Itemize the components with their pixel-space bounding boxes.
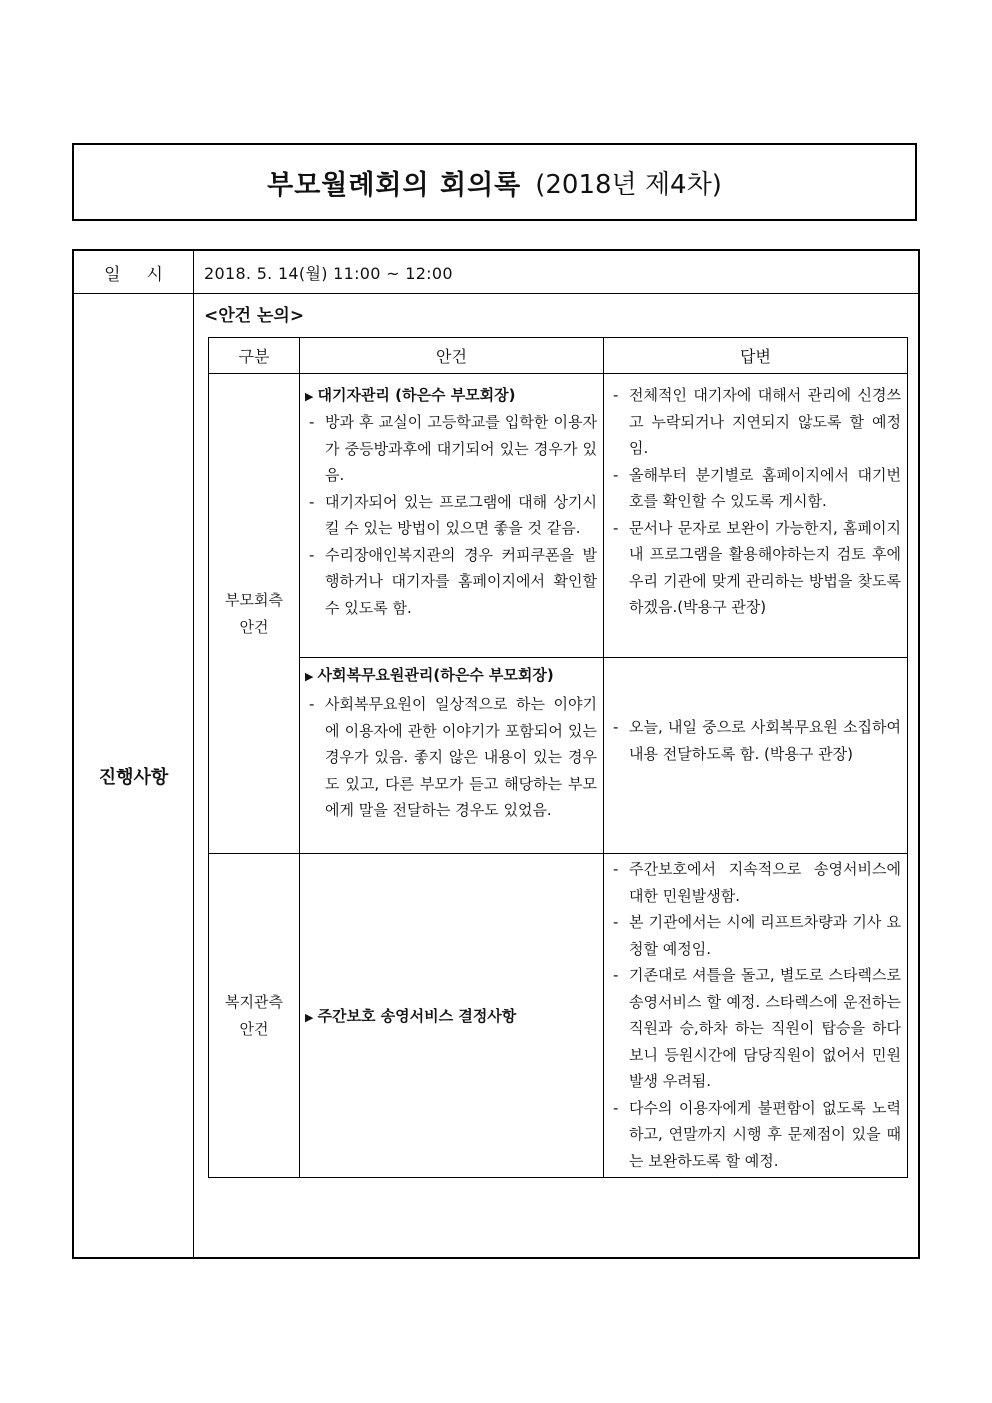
category-welfare-line2: 안건 [239, 1019, 269, 1038]
category-welfare-line1: 복지관측 [225, 992, 283, 1011]
agenda-item-shuttle [305, 854, 597, 1177]
document-title-box [72, 143, 917, 221]
answer-point: - 다수의 이용자에게 불편함이 없도록 노력하고, 연말까지 시행 후 문제점이 있을 때는 보완하도록 할 예정. [609, 1095, 901, 1175]
answer-point: - 본 기관에서는 시에 리프트차량과 기사 요청할 예정임. [609, 909, 901, 962]
triangle-bullet-icon: ▶ [305, 670, 314, 683]
answer-waitlist [609, 382, 901, 621]
agenda-point: - 사회복무요원이 일상적으로 하는 이야기에 이용자에 관한 이야기가 포함되어 있는 경우가 있음. 좋지 않은 내용이 있는 경우도 있고, 다른 부모가 듣고 해당하는 부모에게 말을 전달하는 경우도 있었음. [305, 691, 597, 824]
agenda-point: - 대기자되어 있는 프로그램에 대해 상기시킬 수 있는 방법이 있으면 좋을 것 같음. [305, 489, 597, 542]
agenda-item-waitlist [305, 384, 597, 621]
agenda-table [208, 337, 908, 1178]
agenda-item-social-service [305, 664, 597, 824]
agenda-heading: <안건 논의> [204, 306, 305, 326]
document-subtitle: (2018년 제4차) [535, 169, 722, 200]
date-value: 2018. 5. 14(월) 11:00 ~ 12:00 [204, 263, 453, 283]
triangle-bullet-icon: ▶ [305, 390, 314, 403]
item-title-social-service: 사회복무요원관리(하은수 부모회장) [317, 666, 554, 684]
category-parent [209, 374, 299, 853]
answer-point: - 전체적인 대기자에 대해서 관리에 신경쓰고 누락되거나 지연되지 않도록 할 예정임. [609, 382, 901, 462]
answer-point: - 문서나 문자로 보완이 가능한지, 홈페이지 내 프로그램을 활용해야하는지 검토 후에 우리 기관에 맞게 관리하는 방법을 찾도록 하겠음.(박용구 관장) [609, 515, 901, 621]
answer-point: - 올해부터 분기별로 홈페이지에서 대기번호를 확인할 수 있도록 게시함. [609, 462, 901, 515]
col-divider-1 [299, 338, 300, 1177]
col-header-answer: 답변 [740, 347, 771, 366]
item-divider [299, 657, 907, 658]
progress-label: 진행사항 [74, 294, 194, 1257]
col-header-agenda: 안건 [436, 347, 467, 366]
category-welfare [209, 854, 299, 1177]
answer-point: - 기존대로 셔틀을 돌고, 별도로 스타렉스로 송영서비스 할 예정. 스타렉스에 운전하는 직원과 승,하차 하는 직원이 탑승을 하다보니 등원시간에 담당직원이 없어서 민원발생 우려됨. [609, 962, 901, 1095]
col-divider-2 [603, 338, 604, 1177]
category-parent-line1: 부모회측 [225, 590, 283, 609]
answer-point: - 주간보호에서 지속적으로 송영서비스에 대한 민원발생함. [609, 856, 901, 909]
triangle-bullet-icon: ▶ [305, 1011, 314, 1024]
answer-social-service [609, 714, 901, 767]
answer-shuttle [609, 856, 901, 1174]
answer-point: - 오늘, 내일 중으로 사회복무요원 소집하여 내용 전달하도록 함. (박용구 관장) [609, 714, 901, 767]
agenda-point: - 수리장애인복지관의 경우 커피쿠폰을 발행하거나 대기자를 홈페이지에서 확인할 수 있도록 함. [305, 542, 597, 622]
header-divider [209, 373, 907, 374]
agenda-point: - 방과 후 교실이 고등학교를 입학한 이용자가 중등방과후에 대기되어 있는 경우가 있음. [305, 409, 597, 489]
minutes-table [72, 249, 920, 1259]
item-title-waitlist: 대기자관리 (하은수 부모회장) [317, 386, 516, 404]
category-parent-line2: 안건 [239, 617, 269, 636]
date-label: 일시 [74, 251, 194, 293]
item-title-shuttle: 주간보호 송영서비스 결정사항 [317, 1007, 517, 1025]
document-title: 부모월례회의 회의록 [267, 169, 522, 201]
date-row [74, 251, 918, 294]
col-header-category: 구분 [238, 347, 270, 366]
